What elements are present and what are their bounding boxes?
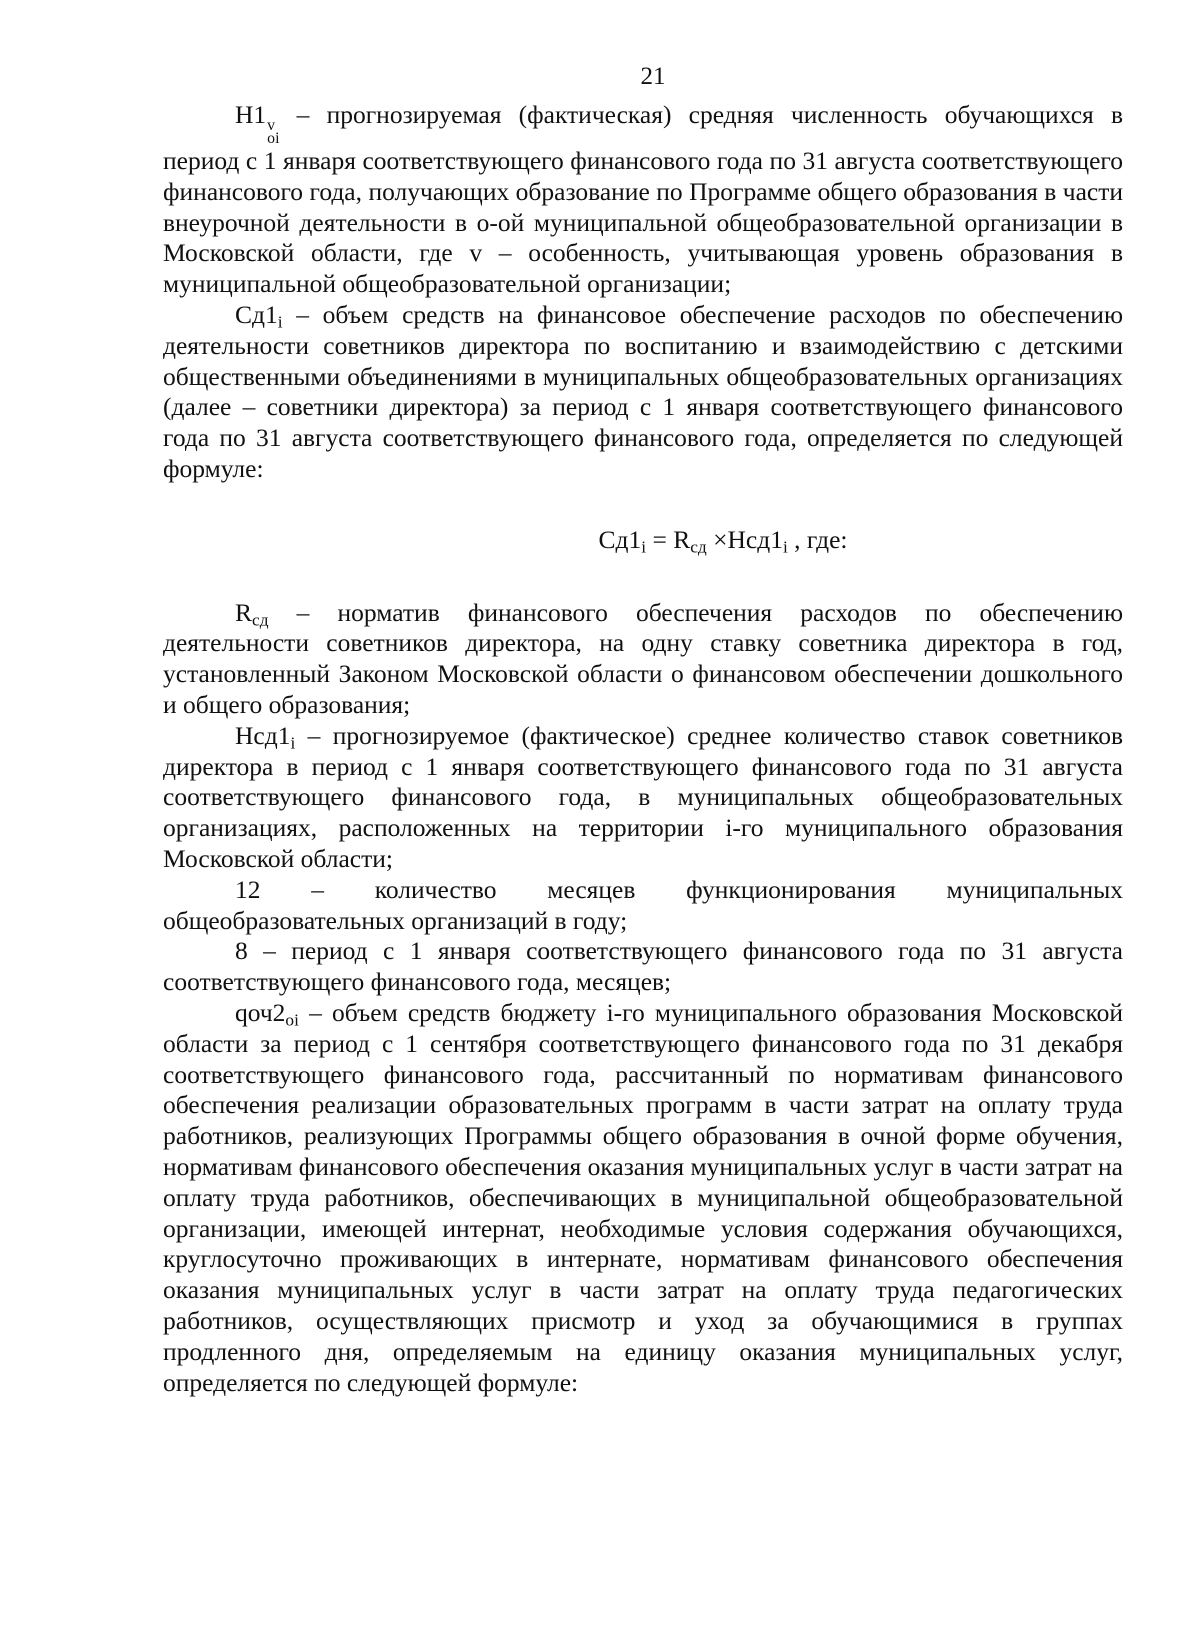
formula-lhs: Сд1: [598, 524, 642, 554]
symbol-r-sub: сд: [252, 609, 269, 629]
formula-r: R: [673, 524, 691, 554]
definition-r-sd: [163, 598, 1123, 721]
definition-h1-text: – прогнозируемая (фактическая) средняя численность обучающихся в период с 1 января соответствующего финансового года по 31 августа соответствующего финансового года, получающих образование по Программе общего образования в части внеурочной деятельности в о-ой муниципальной общеобразовательной организации в Московской области, где v – особенность, учитывающая уровень образования в муниципальной общеобразовательной организации;: [163, 100, 1123, 299]
symbol-h1-sub: oi: [267, 130, 280, 148]
definition-h1: [163, 100, 1123, 300]
definition-nsd1-text: – прогнозируемое (фактическое) среднее количество ставок советников директора в период с 1 января соответствующего финансового года по 31 августа соответствующего финансового года, в муниципальных общеобразовательных организациях, расположенных на территории i-го муниципального образования Московской области;: [163, 720, 1123, 873]
symbol-sd1-sub: i: [277, 312, 283, 332]
symbol-sd1: Сд1: [235, 300, 278, 329]
formula-r-sub: сд: [690, 537, 707, 557]
formula-times: ×: [706, 524, 728, 554]
definition-r-text: – норматив финансового обеспечения расходов по обеспечению деятельности советников директора, на одну ставку советника директора в год, установленный Законом Московской области о финансовом обеспечении дошкольного и общего образования;: [163, 597, 1123, 719]
symbol-8: 8: [235, 936, 248, 966]
symbol-qoch2-sub: oi: [285, 1010, 299, 1030]
definition-8-text: – период с 1 января соответствующего финансового года по 31 августа соответствующего финансового года, месяцев;: [163, 936, 1123, 997]
symbol-r: R: [235, 597, 253, 627]
definition-qoch2-text: – объем средств бюджету i-го муниципального образования Московской области за период с 1 сентября соответствующего финансового года по 31 декабря соответствующего финансового года, рассчитанный по нормативам финансового обеспечения реализации образовательных программ в части затрат на оплату труда работников, реализующих Программы общего образования в очной форме обучения, нормативам финансового обеспечения оказания муниципальных услуг в части затрат на оплату труда работников, обеспечивающих в муниципальной общеобразовательной организации, имеющей интернат, необходимые условия содержания обучающихся, круглосуточно проживающих в интернате, нормативам финансового обеспечения оказания муниципальных услуг в части затрат на оплату труда педагогических работников, осуществляющих присмотр и уход за обучающимися в группах продленного дня, определяемым на единицу оказания муниципальных услуг, определяется по следующей формуле:: [163, 997, 1123, 1397]
formula-tail: , где:: [787, 524, 848, 554]
document-page: [163, 62, 1123, 1398]
formula-lhs-sub: i: [641, 537, 647, 557]
symbol-12: 12: [235, 874, 261, 904]
symbol-nsd1-sub: i: [290, 733, 296, 753]
definition-sd1-text: – объем средств на финансовое обеспечение расходов по обеспечению деятельности советников директора по воспитанию и взаимодействию с детскими общественными объединениями в муниципальных общеобразовательных организациях (далее – советники директора) за период с 1 января соответствующего финансового года по 31 августа соответствующего финансового года, определяется по следующей формуле:: [163, 300, 1123, 483]
page-number: 21: [640, 63, 666, 90]
symbol-nsd1: Нсд1: [235, 720, 291, 750]
formula-n-sub: i: [782, 537, 788, 557]
formula-sd1: [163, 525, 1123, 556]
formula-n: Нсд1: [727, 524, 783, 554]
definition-qoch2: [163, 998, 1123, 1398]
formula-eq: =: [646, 524, 674, 554]
definition-nsd1: [163, 721, 1123, 875]
symbol-qoch2: qоч2: [235, 997, 286, 1027]
symbol-h1-indices: [267, 117, 280, 148]
definition-8: [163, 936, 1123, 998]
symbol-h1: Н1: [235, 100, 267, 129]
definition-sd1: [163, 300, 1123, 485]
definition-12: [163, 875, 1123, 937]
definition-12-text: – количество месяцев функционирования муниципальных общеобразовательных организаций в году;: [163, 874, 1123, 935]
symbol-h1-sup: v: [267, 117, 276, 135]
